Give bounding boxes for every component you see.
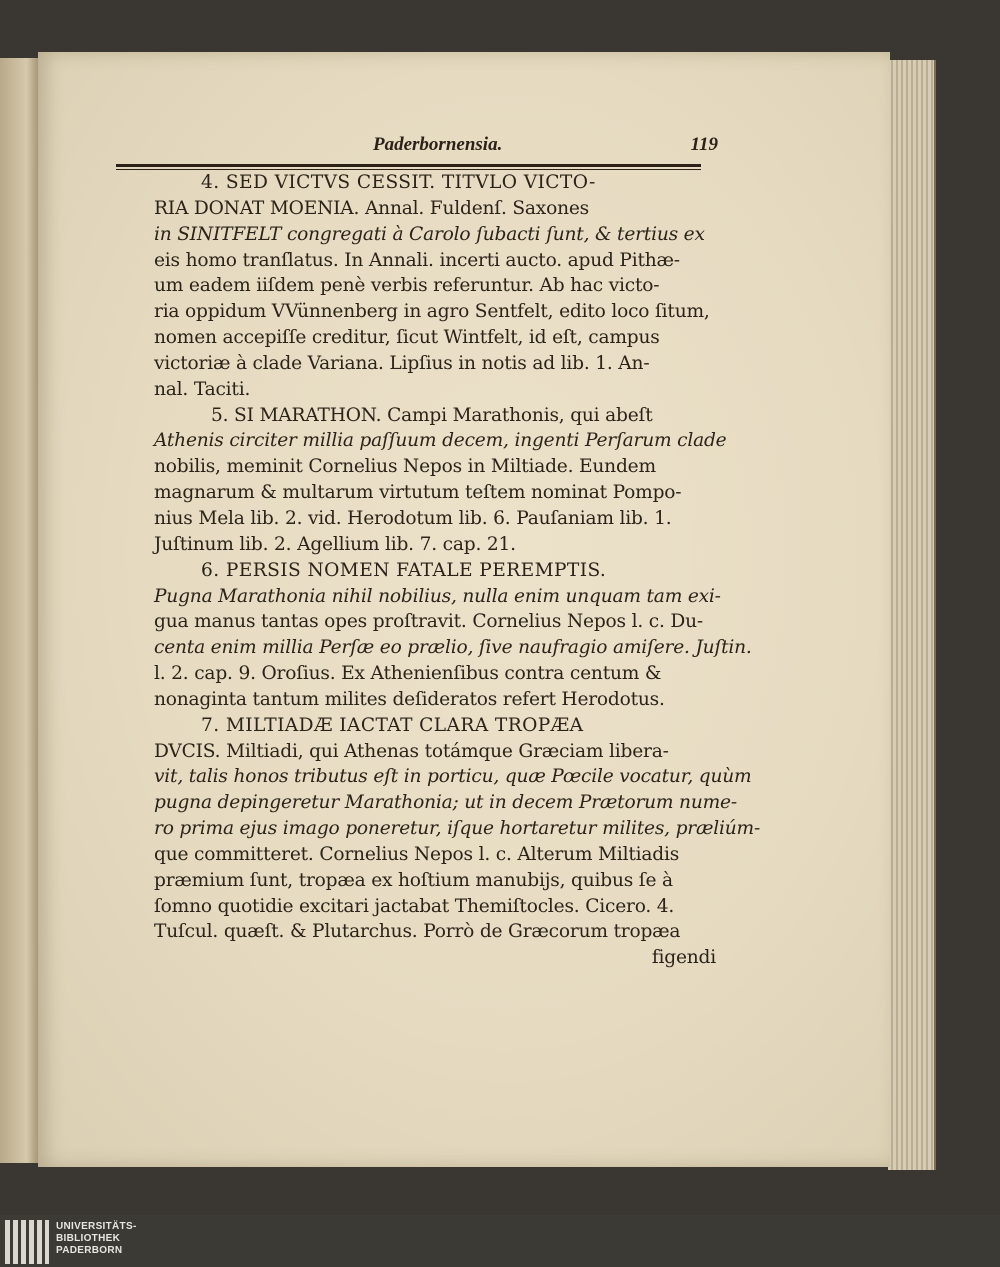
library-name bbox=[56, 1221, 137, 1257]
text-line: 7. MILTIADÆ IACTAT CLARA TROPÆA bbox=[201, 714, 584, 736]
text-line: DVCIS. Miltiadi, qui Athenas totámque Græciam libera- bbox=[154, 740, 669, 762]
left-page-edge bbox=[0, 58, 40, 1163]
text-line: victoriæ à clade Variana. Lipſius in notis ad lib. 1. An- bbox=[154, 352, 650, 374]
page-header bbox=[118, 134, 718, 164]
library-footer bbox=[0, 1215, 1000, 1267]
text-line: nal. Taciti. bbox=[154, 378, 251, 400]
text-line: que committeret. Cornelius Nepos l. c. Alterum Miltiadis bbox=[154, 843, 680, 865]
text-line: ſomno quotidie excitari jactabat Themiſtocles. Cicero. 4. bbox=[154, 895, 675, 917]
text-line: Juſtinum lib. 2. Agellium lib. 7. cap. 21. bbox=[154, 533, 516, 555]
text-line: nomen accepiſſe creditur, ſicut Wintfelt, id eſt, campus bbox=[154, 327, 660, 349]
text-line: 5. SI MARATHON. Campi Marathonis, qui abeſt bbox=[211, 404, 653, 426]
text-line: ria oppidum VVünnenberg in agro Sentfelt, edito loco ſitum, bbox=[154, 301, 710, 323]
text-line: Pugna Marathonia nihil nobilius, nulla enim unquam tam exi- bbox=[154, 585, 721, 607]
text-line: vit, talis honos tributus eſt in porticu, quæ Pœcile vocatur, quùm bbox=[154, 766, 752, 788]
text-line: centa enim millia Perſæ eo prælio, ſive naufragio amiſere. Juſtin. bbox=[154, 637, 752, 659]
text-line: Tuſcul. quæſt. & Plutarchus. Porrò de Græcorum tropæa bbox=[154, 921, 681, 943]
library-name-line2: BIBLIOTHEK bbox=[56, 1233, 121, 1244]
text-line: Athenis circiter millia paſſuum decem, ingenti Perſarum clade bbox=[154, 430, 727, 452]
text-line: gua manus tantas opes proſtravit. Cornelius Nepos l. c. Du- bbox=[154, 611, 703, 633]
text-line: nobilis, meminit Cornelius Nepos in Miltiade. Eundem bbox=[154, 456, 656, 478]
text-line: l. 2. cap. 9. Oroſius. Ex Athenienſibus contra centum & bbox=[154, 663, 662, 685]
page-stack-edge bbox=[888, 60, 936, 1170]
catchword: figendi bbox=[651, 947, 716, 969]
body-text bbox=[106, 170, 761, 971]
text-line: pugna depingeretur Marathonia; ut in decem Prætorum nume- bbox=[154, 792, 737, 814]
library-name-line3: PADERBORN bbox=[56, 1245, 123, 1256]
header-rule bbox=[116, 164, 701, 167]
text-line: nius Mela lib. 2. vid. Herodotum lib. 6. Pauſaniam lib. 1. bbox=[154, 507, 672, 529]
book-page bbox=[38, 52, 890, 1167]
text-line: magnarum & multarum virtutum teſtem nominat Pompo- bbox=[154, 482, 682, 504]
text-line: 4. SED VICTVS CESSIT. TITVLO VICTO- bbox=[201, 172, 596, 193]
text-line: um eadem iiſdem penè verbis referuntur. Ab hac victo- bbox=[154, 275, 660, 297]
library-logo-icon bbox=[5, 1220, 49, 1264]
text-line: 6. PERSIS NOMEN FATALE PEREMPTIS. bbox=[201, 559, 607, 581]
library-name-line1: UNIVERSITÄTS- bbox=[56, 1221, 137, 1232]
text-line: in SINITFELT congregati à Carolo ſubacti ſunt, & tertius ex bbox=[154, 223, 705, 245]
running-head: Paderbornensia. bbox=[373, 134, 503, 155]
text-line: eis homo tranſlatus. In Annali. incerti aucto. apud Pithæ- bbox=[154, 249, 680, 271]
page-number: 119 bbox=[690, 134, 718, 155]
text-line: præmium ſunt, tropæa ex hoſtium manubijs, quibus ſe à bbox=[154, 869, 673, 891]
text-line: ro prima ejus imago poneretur, iſque hortaretur milites, præliúm- bbox=[154, 818, 761, 840]
text-line: RIA DONAT MOENIA. Annal. Fuldenſ. Saxones bbox=[154, 197, 590, 219]
text-line: nonaginta tantum milites deſideratos refert Herodotus. bbox=[154, 688, 665, 710]
